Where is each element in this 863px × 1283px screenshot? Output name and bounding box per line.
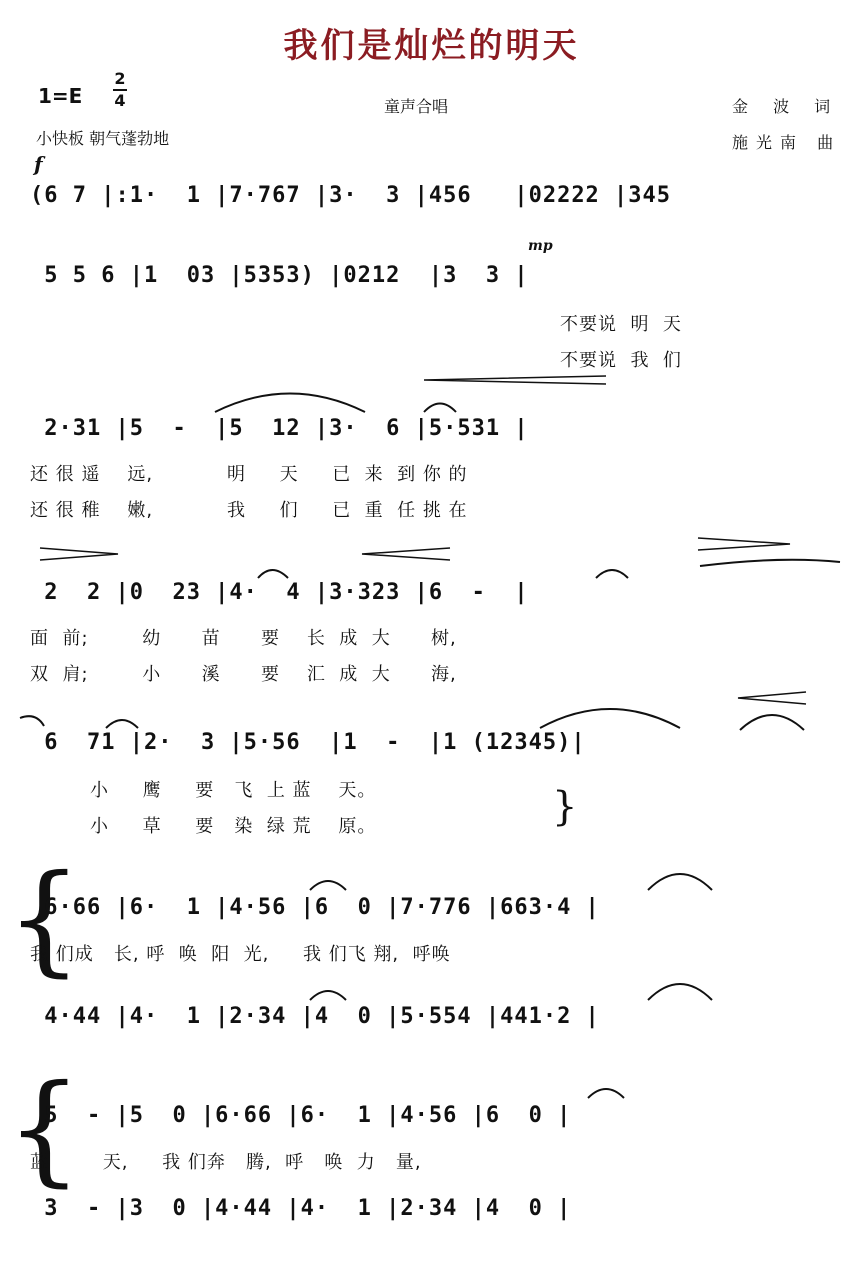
notation-row-3 xyxy=(30,416,840,456)
notation-row-4 xyxy=(30,580,840,620)
time-numerator: 2 xyxy=(114,69,126,88)
time-denominator: 4 xyxy=(114,91,126,110)
notes-line: (6 7 |:1· 1 |7·767 |3· 3 |456 |02222 |345 xyxy=(30,183,672,208)
system-brace: { xyxy=(6,1060,83,1199)
notation-row-5 xyxy=(30,730,840,770)
tempo-marking: 小快板 朝气蓬勃地 xyxy=(36,129,170,148)
notes-line: 3 - |3 0 |4·44 |4· 1 |2·34 |4 0 | xyxy=(30,1196,572,1221)
composer-credit: 施光南 曲 xyxy=(732,133,842,152)
dynamic-mezzo-piano: mp xyxy=(528,238,553,254)
lyric-line: 我 们成 长, 呼 唤 阳 光, 我 们飞 翔, 呼唤 xyxy=(30,944,451,965)
notation-row-9 xyxy=(30,1196,840,1236)
notes-line: 6 71 |2· 3 |5·56 |1 - |1 (12345)| xyxy=(30,730,586,755)
system-brace: { xyxy=(6,850,83,989)
notes-line: 5 - |5 0 |6·66 |6· 1 |4·56 |6 0 | xyxy=(30,1103,572,1128)
lyric-line: 小 鹰 要 飞 上 蓝 天。 xyxy=(90,780,377,801)
lyric-line: 小 草 要 染 绿 荒 原。 xyxy=(90,816,377,837)
lyric-line: 蓝 天, 我 们奔 腾, 呼 唤 力 量, xyxy=(30,1152,422,1173)
notes-line: 5 5 6 |1 03 |5353) |0212 |3 3 | xyxy=(30,263,529,288)
song-title: 我们是灿烂的明天 xyxy=(283,26,580,66)
notes-line: 2 2 |0 23 |4· 4 |3·323 |6 - | xyxy=(30,580,529,605)
lyric-line: 不要说 明 天 xyxy=(560,314,682,335)
lyric-line: 双 肩; 小 溪 要 汇 成 大 海, xyxy=(30,664,457,685)
genre-label: 童声合唱 xyxy=(384,97,449,116)
notation-row-8 xyxy=(30,1103,840,1143)
notes-line: 2·31 |5 - |5 12 |3· 6 |5·531 | xyxy=(30,416,529,441)
time-signature xyxy=(113,70,127,110)
dynamic-forte: f xyxy=(34,152,43,176)
notation-row-2 xyxy=(30,263,840,303)
notes-line: 4·44 |4· 1 |2·34 |4 0 |5·554 |441·2 | xyxy=(30,1004,600,1029)
lyric-line: 面 前; 幼 苗 要 长 成 大 树, xyxy=(30,628,457,649)
repeat-brace: } xyxy=(552,784,578,830)
notation-row-7 xyxy=(30,1004,840,1044)
notes-line: 6·66 |6· 1 |4·56 |6 0 |7·776 |663·4 | xyxy=(30,895,600,920)
key-signature: 1=E xyxy=(38,84,83,108)
notation-row-6 xyxy=(30,895,840,935)
lyric-line: 还 很 遥 远, 明 天 已 来 到 你 的 xyxy=(30,464,468,485)
lyric-line: 还 很 稚 嫩, 我 们 已 重 任 挑 在 xyxy=(30,500,468,521)
lyric-line: 不要说 我 们 xyxy=(560,350,682,371)
lyricist-credit: 金 波 词 xyxy=(732,97,841,116)
notation-row-1 xyxy=(30,183,840,223)
